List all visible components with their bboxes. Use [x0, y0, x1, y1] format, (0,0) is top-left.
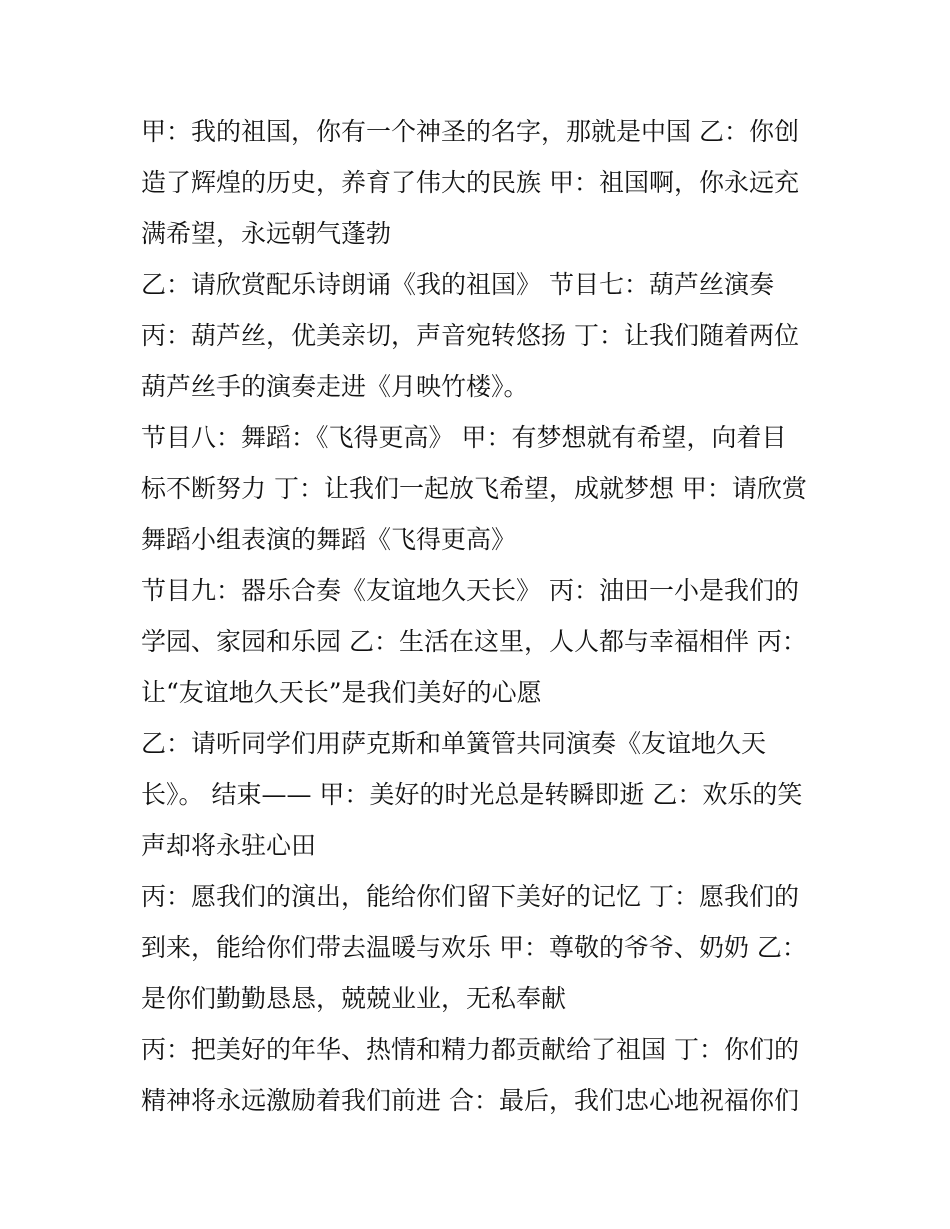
text-line-8: 标不断努力 丁：让我们一起放飞希望，成就梦想 甲：请欣赏: [141, 474, 807, 503]
text-line-4: 乙：请欣赏配乐诗朗诵《我的祖国》 节目七：葫芦丝演奏: [141, 270, 774, 299]
text-line-13: 乙：请听同学们用萨克斯和单簧管共同演奏《友谊地久天: [141, 729, 767, 758]
text-line-19: 丙：把美好的年华、热情和精力都贡献给了祖国 丁：你们的: [141, 1035, 799, 1064]
text-line-7: 节目八：舞蹈：《飞得更高》 甲：有梦想就有希望，向着目: [141, 423, 787, 452]
document-body: [141, 106, 821, 1126]
text-line-15: 声却将永驻心田: [141, 831, 317, 860]
text-line-6: 葫芦丝手的演奏走进《月映竹楼》。: [141, 372, 529, 401]
text-line-10: 节目九：器乐合奏《友谊地久天长》 丙：油田一小是我们的: [141, 576, 799, 605]
text-line-16: 丙：愿我们的演出，能给你们留下美好的记忆 丁：愿我们的: [141, 882, 799, 911]
text-line-14: 长》。 结束—— 甲：美好的时光总是转瞬即逝 乙：欢乐的笑: [141, 780, 803, 809]
text-line-2: 造了辉煌的历史，养育了伟大的民族 甲：祖国啊，你永远充: [141, 168, 799, 197]
text-line-9: 舞蹈小组表演的舞蹈《飞得更高》: [141, 525, 517, 554]
text-line-11: 学园、家园和乐园 乙：生活在这里，人人都与幸福相伴 丙：: [141, 627, 807, 656]
text-line-1: 甲：我的祖国，你有一个神圣的名字，那就是中国 乙：你创: [141, 117, 799, 146]
text-line-3: 满希望，永远朝气蓬勃: [141, 219, 392, 248]
text-line-17: 到来，能给你们带去温暖与欢乐 甲：尊敬的爷爷、奶奶 乙：: [141, 933, 807, 962]
text-line-5: 丙：葫芦丝，优美亲切，声音宛转悠扬 丁：让我们随着两位: [141, 321, 799, 350]
text-line-20: 精神将永远激励着我们前进 合：最后，我们忠心地祝福你们: [141, 1086, 799, 1115]
text-line-18: 是你们勤勤恳恳，兢兢业业，无私奉献: [141, 984, 567, 1013]
text-line-12: 让“友谊地久天长”是我们美好的心愿: [141, 678, 542, 707]
